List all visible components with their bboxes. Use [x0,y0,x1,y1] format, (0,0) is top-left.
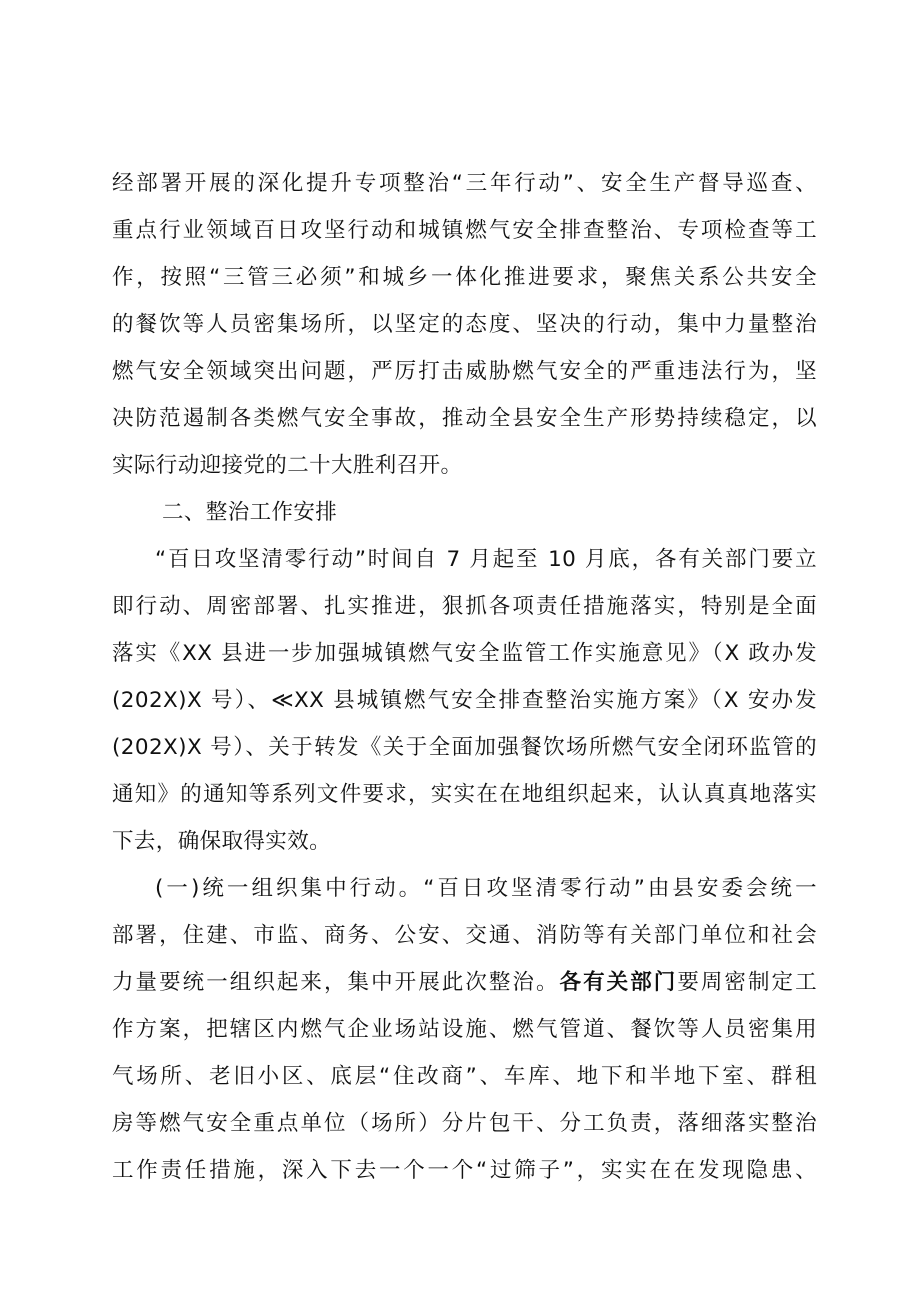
text-line: 重点行业领域百日攻坚行动和城镇燃气安全排查整治、专项检查等工 [112,218,817,243]
section-heading: 二、整治工作安排 [162,500,338,525]
text-line: 实际行动迎接党的二十大胜利召开。 [112,453,463,478]
paragraph-intro [112,160,817,489]
bold-emphasis: 各有关部门 [559,970,678,995]
text-line: 工作责任措施，深入下去一个一个“过筛子”，实实在在发现隐患、 [112,1158,817,1183]
text-line: 经部署开展的深化提升专项整治“三年行动”、安全生产督导巡查、 [112,171,817,196]
text-line: 落实《XX 县进一步加强城镇燃气安全监管工作实施意见》（X 政办发 [112,641,817,666]
text-line: 的餐饮等人员密集场所，以坚定的态度、坚决的行动，集中力量整治 [112,312,817,337]
text-line: 部署，住建、市监、商务、公安、交通、消防等有关部门单位和社会 [112,923,817,948]
text-segment: 力量要统一组织起来，集中开展此次整治。 [112,970,560,995]
text-segment: 要周密制定工 [677,970,817,995]
text-line: (202X)X 号）、关于转发《关于全面加强餐饮场所燃气安全闭环监管的 [112,735,817,760]
text-line: 下去，确保取得实效。 [112,829,332,854]
text-line: 决防范遏制各类燃气安全事故，推动全县安全生产形势持续稳定，以 [112,406,817,431]
text-line: (一)统一组织集中行动。“百日攻坚清零行动”由县安委会统一 [155,876,817,901]
paragraph-unified-action [112,865,817,1194]
text-line: 通知》的通知等系列文件要求，实实在在地组织起来，认认真真地落实 [112,782,817,807]
text-line: 作，按照“三管三必须”和城乡一体化推进要求，聚焦关系公共安全 [112,265,817,290]
text-line: 即行动、周密部署、扎实推进，狠抓各项责任措施落实，特别是全面 [112,594,817,619]
text-line: “百日攻坚清零行动”时间自 7 月起至 10 月底，各有关部门要立 [155,547,817,572]
text-line: 作方案，把辖区内燃气企业场站设施、燃气管道、餐饮等人员密集用 [112,1017,817,1042]
text-line: (202X)X 号）、≪XX 县城镇燃气安全排查整治实施方案》（X 安办发 [112,688,817,713]
text-line [112,959,817,1006]
document-body [112,160,817,1194]
paragraph-schedule [112,536,817,865]
text-line: 房等燃气安全重点单位（场所）分片包干、分工负责，落细落实整治 [112,1111,817,1136]
text-line: 燃气安全领域突出问题，严厉打击威胁燃气安全的严重违法行为，坚 [112,359,817,384]
text-line: 气场所、老旧小区、底层“住改商”、车库、地下和半地下室、群租 [112,1064,817,1089]
